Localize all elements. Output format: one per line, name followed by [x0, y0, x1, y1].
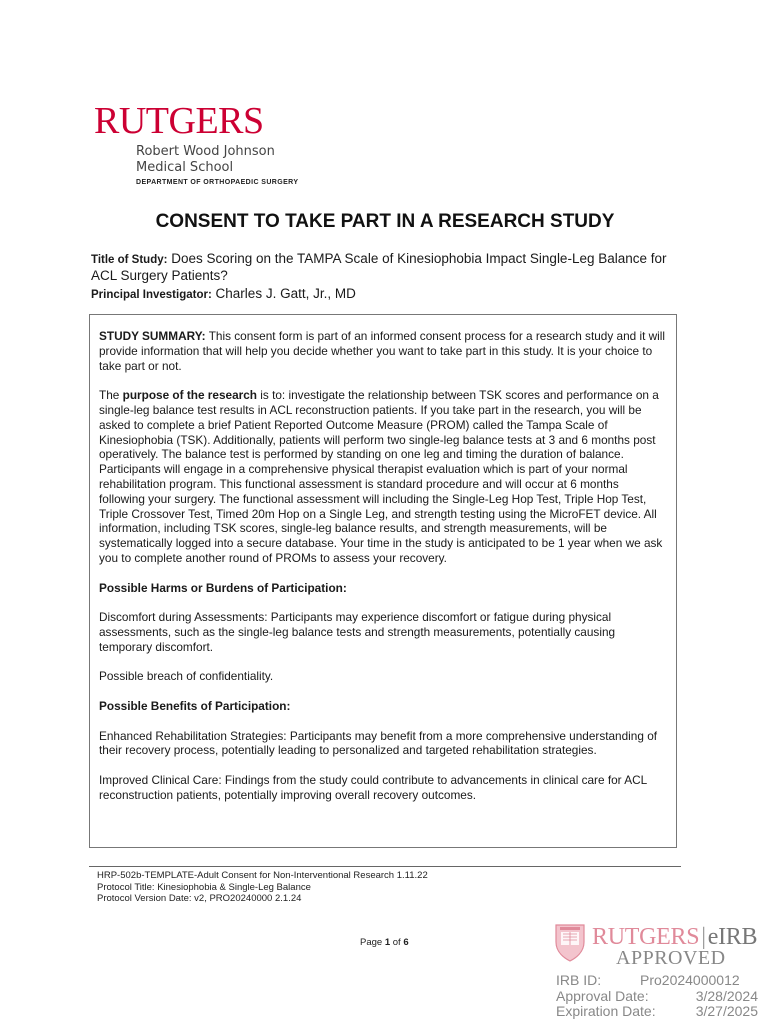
logo-school-line-1: Robert Wood Johnson: [136, 144, 275, 159]
page-total: 6: [403, 937, 409, 948]
logo-wordmark: RUTGERS: [94, 100, 264, 142]
benefits-item: Enhanced Rehabilitation Strategies: Participants may benefit from a more comprehensive understanding of their recovery process, potentially leading to personalized and targeted rehabilitation strategies.: [99, 728, 658, 758]
summary-intro-label: STUDY SUMMARY:: [99, 329, 206, 343]
purpose-text: is to: investigate the relationship between TSK scores and performance on a single-leg balance test results in ACL reconstruction patients. If you take part in the research, you will be asked to complete a brief Patient Reported Outcome Measure (PROM) called the Tampa Scale of Kinesiophobia (TSK). Additionally, patients will perform two single-leg balance tests at 3 and 6 months post operatively. The balance test is performed by standing on one leg and timing the duration of balance. Participants will engage in a comprehensive physical therapist evaluation which is part of your normal rehabilitation program. This functional assessment is standard procedure and will occur at 6 months following your surgery. The functional assessment will including the Single-Leg Hop Test, Triple Hop Test, Triple Crossover Test, Timed 20m Hop on a Single Leg, and strength testing using the MicroFET device. All information, including TSK scores, single-leg balance results, and strength measurements, will be systematically logged into a secure database. Your time in the study is anticipated to be 1 year when we ask you to complete another round of PROMs to assess your recovery.: [99, 388, 663, 565]
study-title-row: [91, 251, 681, 284]
document-title: CONSENT TO TAKE PART IN A RESEARCH STUDY: [155, 211, 615, 232]
footer-protocol-title: Protocol Title: Kinesiophobia & Single-Leg Balance: [97, 881, 311, 893]
footer-divider: [89, 866, 681, 867]
harms-item: Possible breach of confidentiality.: [99, 669, 274, 684]
benefits-item: Improved Clinical Care: Findings from the study could contribute to advancements in clinical care for ACL reconstruction patients, potentially improving overall recovery outcomes.: [99, 772, 647, 802]
expiration-date-value: 3/27/2025: [695, 1003, 758, 1019]
page-of: of: [390, 937, 404, 948]
footer-protocol-version: Protocol Version Date: v2, PRO20240000 2.1.24: [97, 893, 302, 905]
summary-intro-text: This consent form is part of an informed consent process for a research study and it will provide information that will help you decide whether you want to take part in this study. It is your choice to take part or not.: [99, 329, 666, 373]
document-footer: [97, 870, 428, 905]
study-title-label: Title of Study:: [91, 254, 168, 266]
pi-value: Charles J. Gatt, Jr., MD: [215, 286, 356, 301]
harms-heading: Possible Harms or Burdens of Participation:: [99, 580, 347, 595]
approval-date-value: 3/28/2024: [695, 988, 758, 1004]
purpose-prefix: The: [99, 388, 123, 403]
stamp-system: eIRB: [707, 924, 758, 950]
rutgers-shield-icon: [554, 922, 586, 962]
study-meta: [91, 251, 681, 303]
stamp-brand-name: RUTGERS: [592, 924, 700, 950]
approval-date-label: Approval Date:: [556, 988, 649, 1004]
harms-item: Discomfort during Assessments: Participants may experience discomfort or fatigue during physical assessments, such as the single-leg balance tests and strength measurements, potentially causing temporary discomfort.: [99, 610, 616, 654]
purpose-label: purpose of the research: [122, 388, 258, 403]
irb-id-label: IRB ID:: [556, 972, 602, 988]
expiration-date-label: Expiration Date:: [556, 1003, 656, 1019]
pi-label: Principal Investigator:: [91, 289, 212, 301]
irb-id-value: Pro2024000012: [640, 972, 740, 988]
rutgers-rwjms-logo: [94, 102, 298, 186]
benefits-heading: Possible Benefits of Participation:: [99, 698, 291, 713]
footer-template-id: HRP-502b-TEMPLATE-Adult Consent for Non-Interventional Research 1.11.22: [97, 870, 428, 881]
principal-investigator-row: [91, 286, 681, 303]
study-summary-box: [89, 314, 677, 848]
stamp-status: APPROVED: [616, 947, 726, 969]
study-title-value: Does Scoring on the TAMPA Scale of Kinesiophobia Impact Single-Leg Balance for ACL Surgery Patients?: [91, 251, 667, 283]
logo-school-line-2: Medical School: [136, 160, 234, 175]
eirb-approval-stamp: [554, 920, 768, 1020]
page-number: [360, 937, 409, 948]
summary-intro: [99, 329, 667, 373]
page-prefix: Page: [360, 937, 385, 948]
stamp-separator: |: [701, 924, 706, 950]
logo-department: DEPARTMENT OF ORTHOPAEDIC SURGERY: [136, 179, 299, 186]
summary-purpose: [99, 388, 667, 566]
page-current: 1: [384, 937, 391, 948]
